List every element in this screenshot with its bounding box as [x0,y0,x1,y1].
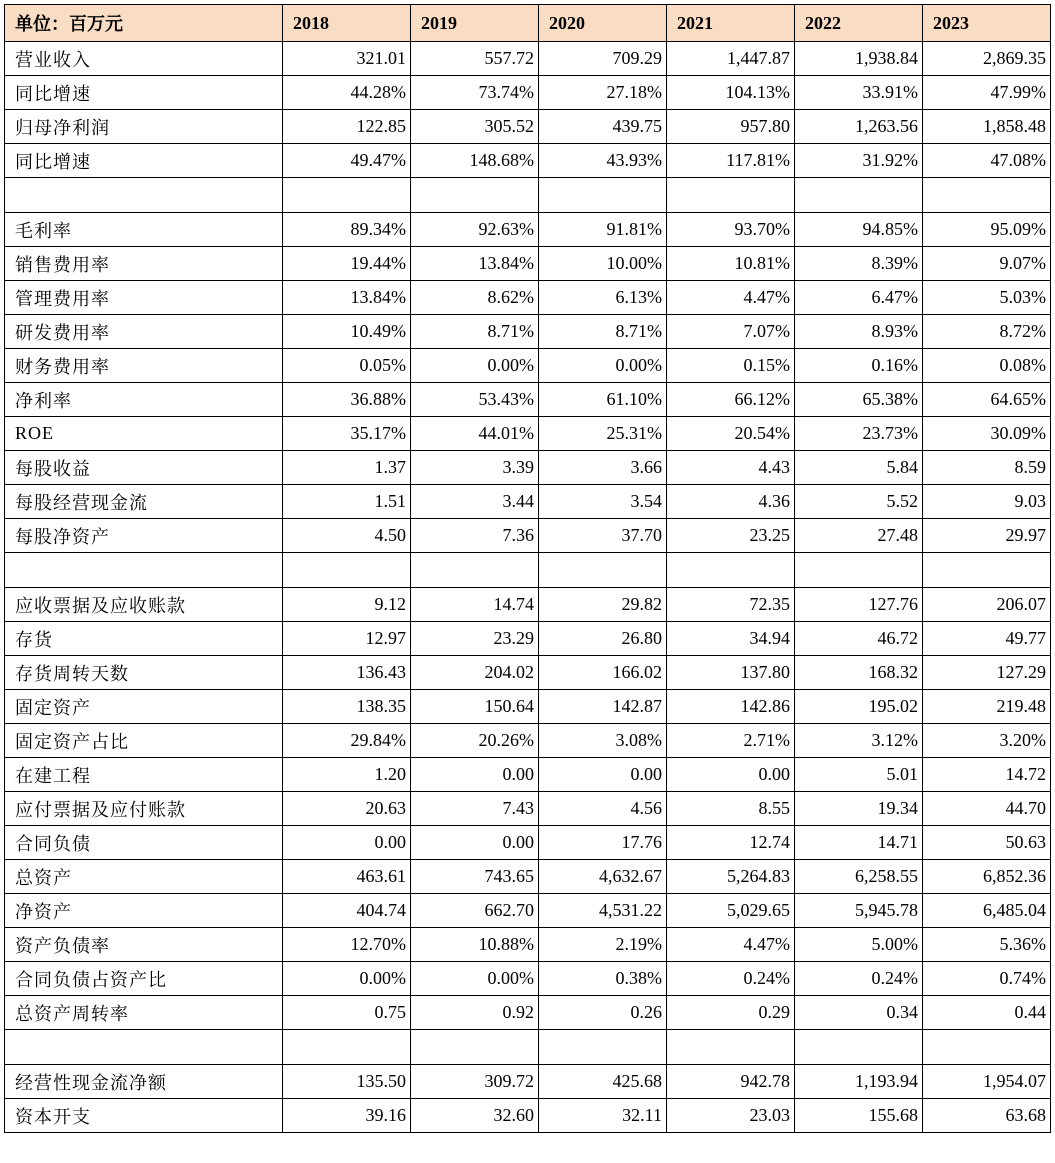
value-cell: 0.38% [539,962,667,996]
value-cell: 32.11 [539,1099,667,1133]
value-cell: 0.00 [283,826,411,860]
value-cell: 1,263.56 [795,110,923,144]
table-row [5,110,1051,144]
value-cell: 53.43% [411,383,539,417]
value-cell [411,178,539,213]
table-row [5,519,1051,553]
value-cell: 64.65% [923,383,1051,417]
value-cell: 150.64 [411,690,539,724]
value-cell: 5.36% [923,928,1051,962]
table-row [5,451,1051,485]
value-cell [923,178,1051,213]
value-cell: 14.71 [795,826,923,860]
table-body [5,42,1051,1133]
row-label [5,553,283,588]
value-cell: 1.20 [283,758,411,792]
value-cell: 32.60 [411,1099,539,1133]
value-cell: 47.99% [923,76,1051,110]
value-cell: 0.92 [411,996,539,1030]
table-row [5,349,1051,383]
value-cell: 5.03% [923,281,1051,315]
table-row [5,588,1051,622]
value-cell: 0.00% [283,962,411,996]
value-cell: 13.84% [283,281,411,315]
row-label: 研发费用率 [5,315,283,349]
value-cell: 4,632.67 [539,860,667,894]
value-cell: 138.35 [283,690,411,724]
value-cell: 5.01 [795,758,923,792]
value-cell [795,1030,923,1065]
value-cell: 8.93% [795,315,923,349]
value-cell: 135.50 [283,1065,411,1099]
row-label: 总资产 [5,860,283,894]
value-cell: 65.38% [795,383,923,417]
value-cell: 3.54 [539,485,667,519]
value-cell: 1.37 [283,451,411,485]
year-header: 2022 [795,5,923,42]
row-label: 总资产周转率 [5,996,283,1030]
value-cell: 10.49% [283,315,411,349]
value-cell: 5.84 [795,451,923,485]
row-label: 毛利率 [5,213,283,247]
value-cell: 142.86 [667,690,795,724]
value-cell: 8.55 [667,792,795,826]
value-cell: 2,869.35 [923,42,1051,76]
value-cell: 5.00% [795,928,923,962]
table-row [5,213,1051,247]
value-cell: 5.52 [795,485,923,519]
value-cell: 155.68 [795,1099,923,1133]
row-label: 经营性现金流净额 [5,1065,283,1099]
value-cell: 137.80 [667,656,795,690]
value-cell [411,553,539,588]
value-cell: 31.92% [795,144,923,178]
table-row [5,485,1051,519]
value-cell: 743.65 [411,860,539,894]
value-cell: 35.17% [283,417,411,451]
value-cell: 8.62% [411,281,539,315]
row-label: 归母净利润 [5,110,283,144]
value-cell: 23.03 [667,1099,795,1133]
value-cell: 49.47% [283,144,411,178]
value-cell: 63.68 [923,1099,1051,1133]
value-cell: 117.81% [667,144,795,178]
value-cell: 7.36 [411,519,539,553]
year-header: 2020 [539,5,667,42]
value-cell: 7.07% [667,315,795,349]
value-cell: 8.71% [411,315,539,349]
table-row [5,724,1051,758]
table-row [5,894,1051,928]
value-cell: 3.66 [539,451,667,485]
year-header: 2018 [283,5,411,42]
value-cell [923,1030,1051,1065]
value-cell: 23.73% [795,417,923,451]
value-cell: 136.43 [283,656,411,690]
value-cell: 43.93% [539,144,667,178]
value-cell: 305.52 [411,110,539,144]
value-cell: 92.63% [411,213,539,247]
value-cell: 142.87 [539,690,667,724]
value-cell: 4,531.22 [539,894,667,928]
value-cell: 0.29 [667,996,795,1030]
header-row [5,5,1051,42]
value-cell: 0.34 [795,996,923,1030]
table-row [5,656,1051,690]
value-cell: 6,485.04 [923,894,1051,928]
value-cell: 219.48 [923,690,1051,724]
value-cell [283,1030,411,1065]
value-cell: 14.72 [923,758,1051,792]
value-cell: 3.39 [411,451,539,485]
table-row [5,315,1051,349]
row-label: 应收票据及应收账款 [5,588,283,622]
value-cell: 6.47% [795,281,923,315]
table-row [5,1065,1051,1099]
value-cell: 942.78 [667,1065,795,1099]
value-cell: 6.13% [539,281,667,315]
value-cell [283,553,411,588]
value-cell: 19.44% [283,247,411,281]
value-cell: 204.02 [411,656,539,690]
year-header: 2019 [411,5,539,42]
row-label: 管理费用率 [5,281,283,315]
value-cell: 0.00% [411,349,539,383]
value-cell: 50.63 [923,826,1051,860]
value-cell: 5,945.78 [795,894,923,928]
value-cell: 1,447.87 [667,42,795,76]
table-row [5,247,1051,281]
value-cell: 34.94 [667,622,795,656]
value-cell: 27.48 [795,519,923,553]
row-label: 存货 [5,622,283,656]
value-cell: 3.08% [539,724,667,758]
table-row [5,792,1051,826]
value-cell: 0.16% [795,349,923,383]
value-cell: 7.43 [411,792,539,826]
row-label: 在建工程 [5,758,283,792]
value-cell: 4.56 [539,792,667,826]
value-cell: 6,258.55 [795,860,923,894]
value-cell: 47.08% [923,144,1051,178]
row-label: 同比增速 [5,76,283,110]
table-row [5,622,1051,656]
value-cell: 0.00 [667,758,795,792]
value-cell: 12.70% [283,928,411,962]
row-label: 每股收益 [5,451,283,485]
value-cell: 9.03 [923,485,1051,519]
table-row [5,758,1051,792]
row-label: 合同负债占资产比 [5,962,283,996]
value-cell: 29.82 [539,588,667,622]
value-cell: 94.85% [795,213,923,247]
value-cell: 33.91% [795,76,923,110]
table-row [5,996,1051,1030]
value-cell: 404.74 [283,894,411,928]
value-cell: 3.20% [923,724,1051,758]
row-label [5,1030,283,1065]
value-cell: 4.47% [667,928,795,962]
table-row [5,1030,1051,1065]
value-cell: 27.18% [539,76,667,110]
value-cell: 49.77 [923,622,1051,656]
value-cell: 30.09% [923,417,1051,451]
value-cell: 89.34% [283,213,411,247]
value-cell: 0.00% [411,962,539,996]
financial-table [4,4,1051,1133]
value-cell: 14.74 [411,588,539,622]
value-cell: 1.51 [283,485,411,519]
value-cell [667,553,795,588]
value-cell: 2.19% [539,928,667,962]
value-cell: 4.50 [283,519,411,553]
table-row [5,383,1051,417]
value-cell [795,178,923,213]
value-cell: 0.24% [795,962,923,996]
value-cell: 0.00 [411,758,539,792]
table-row [5,178,1051,213]
value-cell: 19.34 [795,792,923,826]
value-cell [539,1030,667,1065]
row-label: ROE [5,417,283,451]
value-cell: 1,858.48 [923,110,1051,144]
table-row [5,690,1051,724]
value-cell: 3.44 [411,485,539,519]
row-label: 财务费用率 [5,349,283,383]
year-header: 2021 [667,5,795,42]
value-cell [539,178,667,213]
value-cell: 0.05% [283,349,411,383]
table-row [5,1099,1051,1133]
row-label: 营业收入 [5,42,283,76]
value-cell: 4.47% [667,281,795,315]
value-cell: 2.71% [667,724,795,758]
value-cell: 4.36 [667,485,795,519]
row-label: 同比增速 [5,144,283,178]
value-cell: 44.01% [411,417,539,451]
table-row [5,553,1051,588]
value-cell [283,178,411,213]
value-cell: 8.71% [539,315,667,349]
value-cell: 25.31% [539,417,667,451]
value-cell: 0.08% [923,349,1051,383]
value-cell: 0.00 [411,826,539,860]
value-cell: 195.02 [795,690,923,724]
table-row [5,281,1051,315]
table-row [5,962,1051,996]
row-label: 销售费用率 [5,247,283,281]
value-cell: 321.01 [283,42,411,76]
value-cell: 0.15% [667,349,795,383]
value-cell: 46.72 [795,622,923,656]
value-cell: 9.12 [283,588,411,622]
value-cell: 5,264.83 [667,860,795,894]
value-cell: 8.72% [923,315,1051,349]
value-cell: 20.63 [283,792,411,826]
value-cell: 44.70 [923,792,1051,826]
value-cell: 0.44 [923,996,1051,1030]
value-cell: 44.28% [283,76,411,110]
table-row [5,144,1051,178]
value-cell: 557.72 [411,42,539,76]
value-cell: 0.74% [923,962,1051,996]
value-cell: 1,938.84 [795,42,923,76]
value-cell: 36.88% [283,383,411,417]
value-cell: 6,852.36 [923,860,1051,894]
value-cell: 1,954.07 [923,1065,1051,1099]
value-cell: 26.80 [539,622,667,656]
value-cell [411,1030,539,1065]
value-cell: 12.74 [667,826,795,860]
value-cell: 39.16 [283,1099,411,1133]
value-cell: 73.74% [411,76,539,110]
value-cell: 1,193.94 [795,1065,923,1099]
row-label: 存货周转天数 [5,656,283,690]
value-cell: 127.29 [923,656,1051,690]
row-label: 合同负债 [5,826,283,860]
value-cell [667,1030,795,1065]
row-label: 净资产 [5,894,283,928]
value-cell: 104.13% [667,76,795,110]
value-cell: 309.72 [411,1065,539,1099]
value-cell: 0.26 [539,996,667,1030]
value-cell: 29.97 [923,519,1051,553]
row-label: 固定资产占比 [5,724,283,758]
table-row [5,417,1051,451]
value-cell: 463.61 [283,860,411,894]
value-cell [923,553,1051,588]
year-header: 2023 [923,5,1051,42]
value-cell: 66.12% [667,383,795,417]
value-cell: 8.39% [795,247,923,281]
value-cell: 95.09% [923,213,1051,247]
value-cell: 166.02 [539,656,667,690]
table-row [5,76,1051,110]
value-cell: 0.00% [539,349,667,383]
value-cell: 20.54% [667,417,795,451]
table-row [5,928,1051,962]
value-cell: 3.12% [795,724,923,758]
value-cell: 0.75 [283,996,411,1030]
value-cell [539,553,667,588]
table-row [5,826,1051,860]
value-cell: 0.00 [539,758,667,792]
value-cell: 93.70% [667,213,795,247]
value-cell: 23.25 [667,519,795,553]
value-cell: 13.84% [411,247,539,281]
value-cell: 37.70 [539,519,667,553]
value-cell [795,553,923,588]
table-row [5,860,1051,894]
value-cell: 206.07 [923,588,1051,622]
value-cell [667,178,795,213]
value-cell: 662.70 [411,894,539,928]
value-cell: 17.76 [539,826,667,860]
value-cell: 122.85 [283,110,411,144]
value-cell: 61.10% [539,383,667,417]
value-cell: 12.97 [283,622,411,656]
row-label: 资产负债率 [5,928,283,962]
value-cell: 91.81% [539,213,667,247]
unit-header: 单位：百万元 [5,5,283,42]
value-cell: 168.32 [795,656,923,690]
row-label: 资本开支 [5,1099,283,1133]
value-cell: 709.29 [539,42,667,76]
row-label [5,178,283,213]
row-label: 固定资产 [5,690,283,724]
value-cell: 957.80 [667,110,795,144]
value-cell: 10.88% [411,928,539,962]
value-cell: 439.75 [539,110,667,144]
value-cell: 425.68 [539,1065,667,1099]
value-cell: 20.26% [411,724,539,758]
value-cell: 0.24% [667,962,795,996]
value-cell: 5,029.65 [667,894,795,928]
row-label: 每股经营现金流 [5,485,283,519]
value-cell: 4.43 [667,451,795,485]
value-cell: 148.68% [411,144,539,178]
value-cell: 8.59 [923,451,1051,485]
value-cell: 72.35 [667,588,795,622]
value-cell: 23.29 [411,622,539,656]
value-cell: 9.07% [923,247,1051,281]
row-label: 每股净资产 [5,519,283,553]
row-label: 净利率 [5,383,283,417]
value-cell: 10.00% [539,247,667,281]
value-cell: 10.81% [667,247,795,281]
value-cell: 127.76 [795,588,923,622]
table-row [5,42,1051,76]
row-label: 应付票据及应付账款 [5,792,283,826]
value-cell: 29.84% [283,724,411,758]
